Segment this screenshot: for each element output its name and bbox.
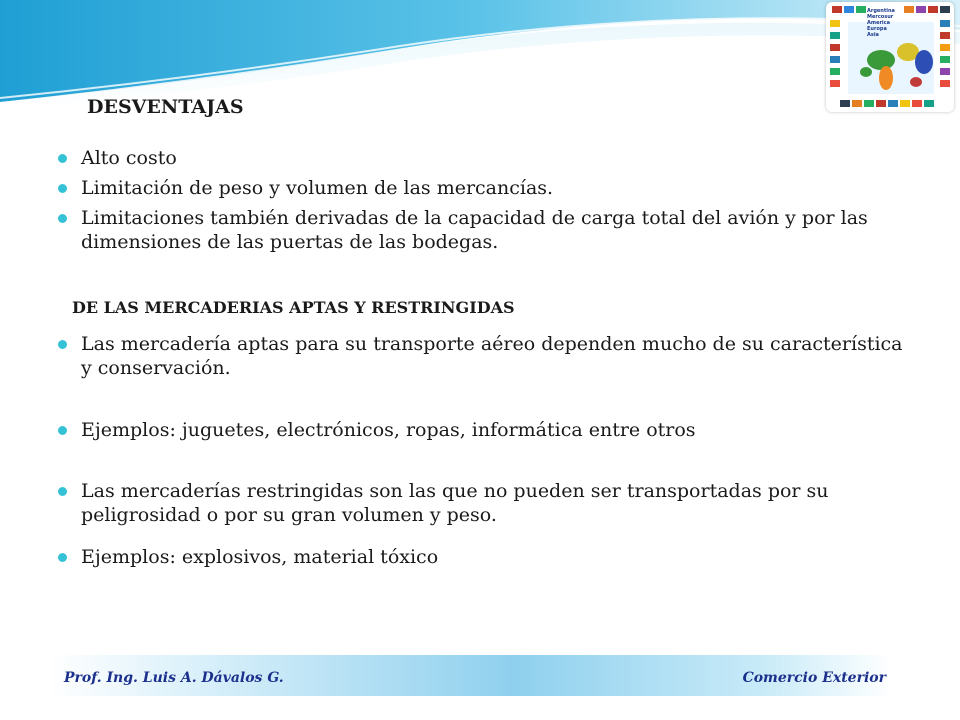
logo-label-argentina: Argentina xyxy=(867,8,895,14)
list-item-text: Las mercadería aptas para su transporte aéreo dependen mucho de su característica y conservación. xyxy=(81,333,903,379)
heading-mercaderias: DE LAS MERCADERIAS APTAS Y RESTRINGIDAS xyxy=(72,298,515,317)
heading-desventajas: DESVENTAJAS xyxy=(87,96,244,118)
bullet-icon xyxy=(58,553,67,562)
list-item xyxy=(54,545,904,569)
list-item xyxy=(54,206,904,254)
list-item-text: Limitaciones también derivadas de la capacidad de carga total del avión y por las dimensiones de las puertas de las bodegas. xyxy=(81,207,868,253)
logo-label-mercosur: Mercosur xyxy=(867,14,894,20)
bullet-icon xyxy=(58,154,67,163)
bullet-icon xyxy=(58,426,67,435)
bullet-icon xyxy=(58,487,67,496)
footer-course: Comercio Exterior xyxy=(742,670,886,686)
list-item xyxy=(54,146,904,170)
mercaderias-list xyxy=(54,332,904,607)
list-item-text: Ejemplos: juguetes, electrónicos, ropas, informática entre otros xyxy=(81,419,696,441)
list-item xyxy=(54,176,904,200)
logo-label-asia: Asia xyxy=(867,32,879,38)
list-item-text: Limitación de peso y volumen de las mercancías. xyxy=(81,177,554,199)
footer-author: Prof. Ing. Luis A. Dávalos G. xyxy=(64,670,284,686)
list-item xyxy=(54,332,904,380)
logo-label-europa: Europa xyxy=(867,26,887,32)
list-item xyxy=(54,479,904,527)
bullet-icon xyxy=(58,340,67,349)
bullet-icon xyxy=(58,214,67,223)
list-item xyxy=(54,418,904,442)
list-item-text: Las mercaderías restringidas son las que no pueden ser transportadas por su peligrosidad o por su gran volumen y peso. xyxy=(81,480,829,526)
list-item-text: Alto costo xyxy=(81,147,177,169)
desventajas-list xyxy=(54,146,904,260)
logo-label-america: America xyxy=(867,20,890,26)
mercosur-world-map-logo xyxy=(826,2,954,112)
list-item-text: Ejemplos: explosivos, material tóxico xyxy=(81,546,439,568)
bullet-icon xyxy=(58,184,67,193)
